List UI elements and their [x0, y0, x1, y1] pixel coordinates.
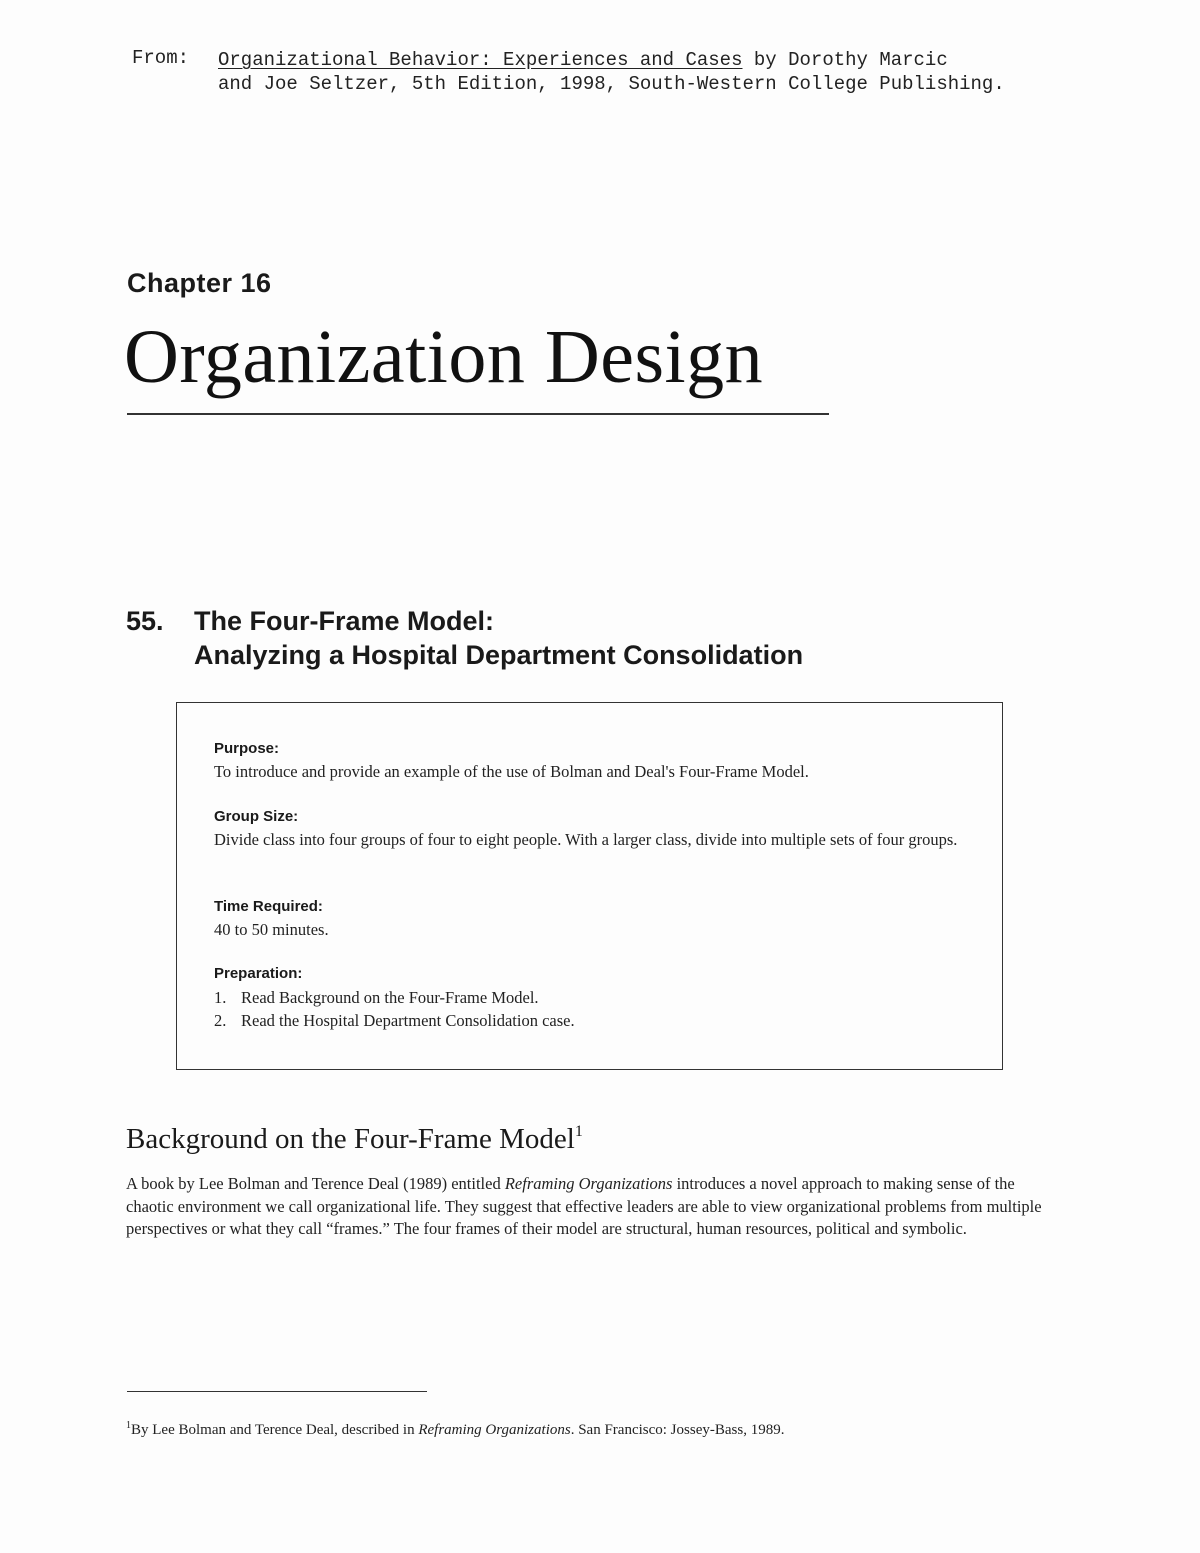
- purpose-heading: Purpose:: [214, 740, 280, 757]
- footnote-text-part-2: . San Francisco: Jossey-Bass, 1989.: [570, 1422, 785, 1438]
- footnote-marker: 1: [126, 1420, 131, 1431]
- exercise-info-box: [176, 702, 1003, 1070]
- purpose-text: To introduce and provide an example of the use of Bolman and Deal's Four-Frame Model.: [214, 762, 809, 781]
- footnote-book-title: Reframing Organizations: [418, 1422, 571, 1438]
- source-book-title: Organizational Behavior: Experiences and Cases: [218, 49, 743, 71]
- time-required-heading: Time Required:: [214, 898, 323, 915]
- footnote-reference: 1: [574, 1123, 583, 1140]
- chapter-title: Organization Design: [124, 315, 764, 399]
- chapter-label: Chapter 16: [127, 268, 272, 298]
- time-required-section: [214, 897, 984, 941]
- exercise-number: 55.: [126, 606, 164, 636]
- preparation-section: [214, 964, 575, 1032]
- list-item-text: Read the Hospital Department Consolidation case.: [241, 1011, 575, 1030]
- group-size-section: [214, 807, 974, 851]
- footnote-text-part-1: By Lee Bolman and Terence Deal, described in: [131, 1422, 419, 1438]
- preparation-heading: Preparation:: [214, 965, 303, 982]
- background-paragraph: [126, 1173, 1046, 1241]
- background-text-part-1: A book by Lee Bolman and Terence Deal (1989) entitled: [126, 1174, 505, 1193]
- list-item: [214, 1009, 575, 1032]
- footnote: [126, 1416, 1026, 1440]
- source-label: From:: [132, 47, 190, 69]
- background-heading: [126, 1114, 583, 1157]
- exercise-title-line-2: Analyzing a Hospital Department Consolidation: [194, 640, 804, 670]
- source-line-2: and Joe Seltzer, 5th Edition, 1998, South-Western College Publishing.: [218, 73, 1005, 95]
- group-size-heading: Group Size:: [214, 808, 299, 825]
- book-title-italic: Reframing Organizations: [504, 1174, 673, 1193]
- source-authors: by Dorothy Marcic: [742, 49, 948, 71]
- list-item: [214, 986, 575, 1009]
- source-line-1: [218, 48, 948, 72]
- purpose-section: [214, 739, 984, 783]
- time-required-text: 40 to 50 minutes.: [214, 920, 329, 939]
- list-item-text: Read Background on the Four-Frame Model.: [241, 988, 539, 1007]
- list-item-number: 1.: [214, 988, 227, 1007]
- list-item-number: 2.: [214, 1011, 227, 1030]
- background-text-part-2: introduces a novel approach to making sense of the chaotic environment we call organizational life. They suggest that effective leaders are able to view organizational problems from multiple perspectives or what they call “frames.” The four frames of their model are structural, human resources, political and symbolic.: [126, 1174, 1042, 1238]
- background-heading-text: Background on the Four-Frame Model: [126, 1123, 575, 1155]
- source-citation: [132, 46, 1005, 166]
- footnote-rule: [127, 1391, 427, 1392]
- preparation-list: [214, 986, 575, 1032]
- chapter-title-rule: [127, 413, 829, 415]
- group-size-text: Divide class into four groups of four to eight people. With a larger class, divide into multiple sets of four groups.: [214, 830, 958, 849]
- exercise-title-line-1: The Four-Frame Model:: [194, 606, 495, 636]
